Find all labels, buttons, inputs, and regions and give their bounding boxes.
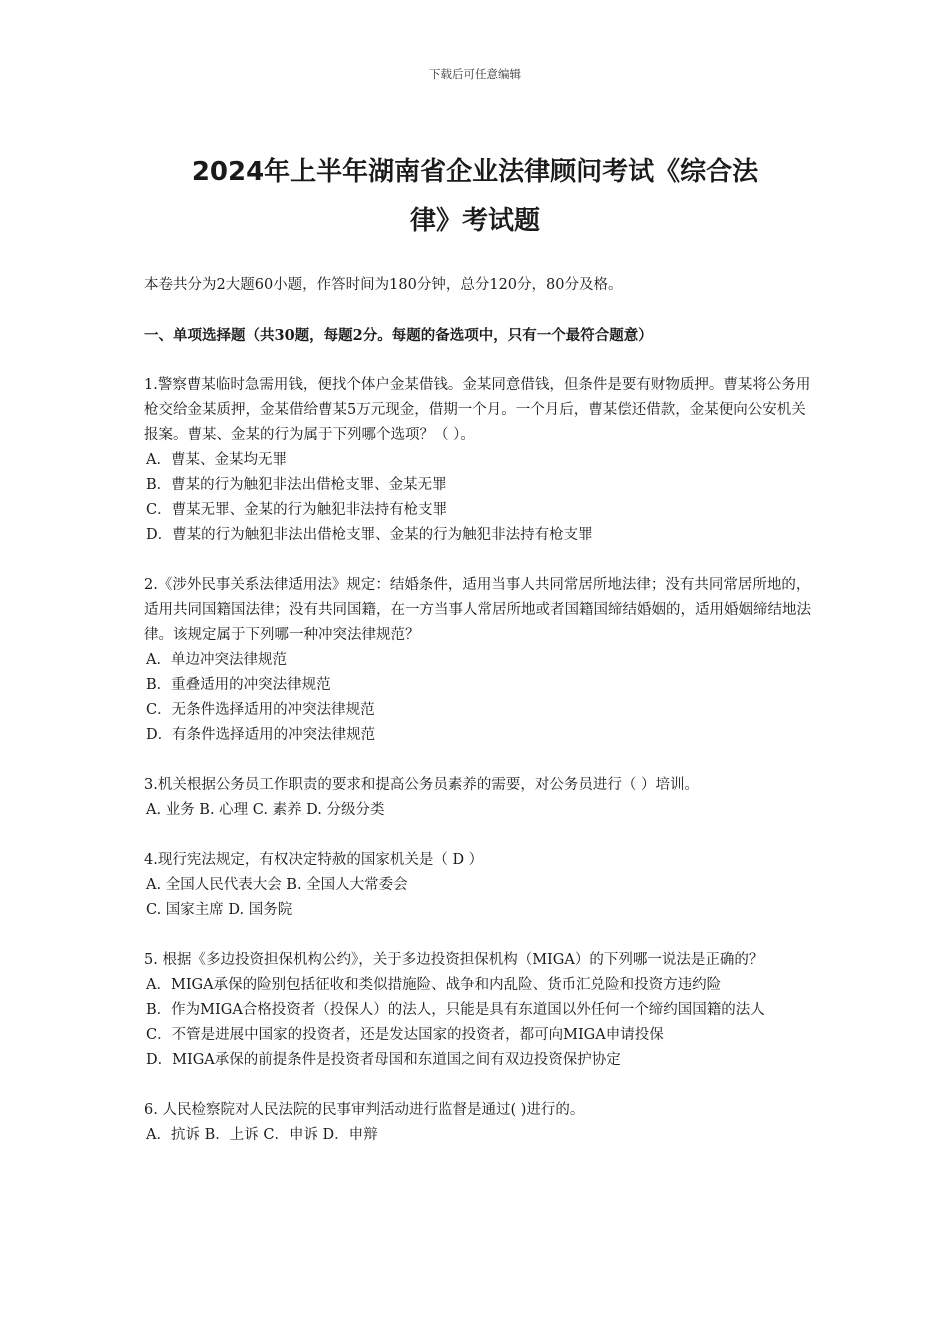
question-3 [144,773,812,823]
section-heading: 一、单项选择题（共30题，每题2分。每题的备选项中，只有一个最符合题意） [144,327,653,344]
option-a: A．曹某、金某均无罪 [146,452,287,468]
question-stem: 6. 人民检察院对人民法院的民事审判活动进行监督是通过( )进行的。 [144,1102,585,1118]
question-stem: 4.现行宪法规定，有权决定特赦的国家机关是（ D ） [144,852,484,868]
question-stem: 3.机关根据公务员工作职责的要求和提高公务员素养的需要，对公务员进行（ ）培训。 [144,777,699,793]
question-stem: 5. 根据《多边投资担保机构公约》，关于多边投资担保机构（MIGA）的下列哪一说法是正确的？ [144,952,764,968]
question-stem: 1.警察曹某临时急需用钱，便找个体户金某借钱。金某同意借钱，但条件是要有财物质押。曹某将公务用枪交给金某质押，金某借给曹某5万元现金，借期一个月。一个月后，曹某偿还借款，金某便向公安机关报案。曹某、金某的行为属于下列哪个选项？（ ）。 [144,377,811,443]
option-a: A．单边冲突法律规范 [146,652,287,668]
question-1 [144,373,812,548]
title-line-2: 律》考试题 [409,206,540,236]
option-b: B．作为MIGA合格投资者（投保人）的法人，只能是具有东道国以外任何一个缔约国国籍的法人 [146,1002,765,1018]
option-b: B．曹某的行为触犯非法出借枪支罪、金某无罪 [146,477,447,493]
question-6 [144,1098,812,1148]
option-c: C．无条件选择适用的冲突法律规范 [146,702,375,718]
question-2 [144,573,812,748]
options-line: A．抗诉 B．上诉 C．申诉 D．申辩 [146,1127,378,1143]
question-stem: 2.《涉外民事关系法律适用法》规定：结婚条件，适用当事人共同常居所地法律；没有共同常居所地的，适用共同国籍国法律；没有共同国籍，在一方当事人常居所地或者国籍国缔结婚姻的，适用婚姻缔结地法律。该规定属于下列哪一种冲突法律规范？ [144,577,811,643]
option-a: A．MIGA承保的险别包括征收和类似措施险、战争和内乱险、货币汇兑险和投资方违约险 [146,977,722,993]
option-c: C．曹某无罪、金某的行为触犯非法持有枪支罪 [146,502,448,518]
option-d: D．MIGA承保的前提条件是投资者母国和东道国之间有双边投资保护协定 [146,1052,621,1068]
title-line-1: 2024年上半年湖南省企业法律顾问考试《综合法 [191,157,759,187]
options-line-2: C. 国家主席 D. 国务院 [146,902,293,918]
option-d: D．有条件选择适用的冲突法律规范 [146,727,376,743]
exam-intro: 本卷共分为2大题60小题，作答时间为180分钟，总分120分，80分及格。 [144,277,623,293]
header-note: 下载后可任意编辑 [429,67,521,81]
options-line: A. 业务 B. 心理 C. 素养 D. 分级分类 [146,802,385,818]
option-d: D．曹某的行为触犯非法出借枪支罪、金某的行为触犯非法持有枪支罪 [146,527,593,543]
document-title [140,148,810,246]
option-c: C．不管是进展中国家的投资者，还是发达国家的投资者，都可向MIGA申请投保 [146,1027,664,1043]
option-b: B．重叠适用的冲突法律规范 [146,677,331,693]
question-5 [144,948,812,1073]
question-4 [144,848,812,923]
options-line-1: A. 全国人民代表大会 B. 全国人大常委会 [146,877,408,893]
exam-content [144,273,812,1173]
